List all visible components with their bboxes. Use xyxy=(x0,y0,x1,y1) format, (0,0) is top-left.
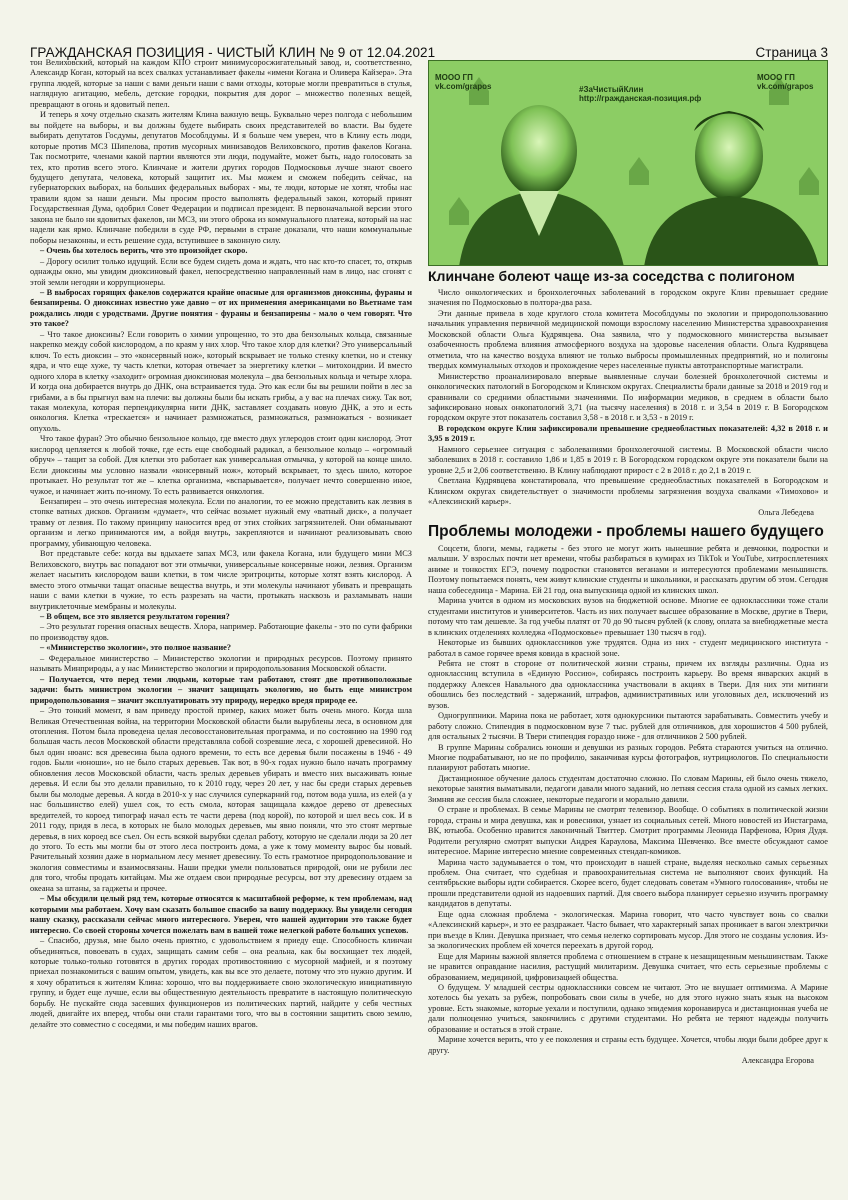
interview-column xyxy=(30,58,412,1178)
page-header xyxy=(30,38,828,60)
interview-paragraph: – Федеральное министерство – Министерство экологии и природных ресурсов. Поэтому принято называть Минприроды, а у нас Министерство экологии и природопользования Московской области. xyxy=(30,653,412,674)
interview-paragraph: – В выбросах горящих факелов содержатся крайне опасные для организмов диоксины, фураны и бензапирены. О диоксинах известно уже давно – от их применения американцами во Вьетнаме там рождались люди с уродствами. Другие понятия - фураны и бензапирены - мало о чем говорят. Что это такое? xyxy=(30,287,412,329)
interview-paragraph: – Это результат горения опасных веществ. Хлора, например. Работающие факелы - это по сути фабрики по производству ядов. xyxy=(30,622,412,642)
article2-paragraph: О будущем. У младшей сестры одноклассники совсем не читают. Это не внушает оптимизма. А Марине хотелось бы уехать за рубеж, попробовать свои силы в учебе, но для этого нужно знать язык на высоком уровне. Есть знакомые, которые уехали и поступили, однако эпидемия коронавируса и дистанционная учеба не дали полноценно учиться, закончились с другими студентами. Но ребята не теряют надежды получить образование и остаться в этой стране. xyxy=(428,983,828,1034)
interview-paragraph: – Что такое диоксины? Если говорить о химии упрощенно, то это два бензольных кольца, связанные накрепко между собой кислородом, а по краям у них хлор. Что такое хлор для клетки? Это универсальный ключ. То есть диоксин – это «консервный нож», который вскрывает не только стенку клетки, но и стенку ядра, и что еще хуже, ту часть клетки, которая отвечает за энергетику клетки – митохондрии. И вместо одного хлора в клетку «заходит» огромная диоксиновая молекула – два бензольных кольца и четыре хлора. И когда она добирается внутрь до ДНК, она встраивается туда. Это как если бы вы решили пойти в лес за грибами, а в бы прыгнул вам на плечи: вы должны были бы искать грибы, а у вас на плечах сижу. Так вот, такая молекула, которая перпендикулярна нити ДНК, заставляет создавать новую ДНК, а это и есть онкология. Клетка «трескается» и начинает размножаться, размножаться, размножаться - возникает опухоль. xyxy=(30,329,412,433)
article1-paragraph: Министерство проанализировало впервые выявленные случаи болезней бронхолегочной системы и онкологических патологий в Богородском и Клинском округах. Специалисты брали данные за 2018 и 2019 год и сравнивали со средними областными значениями. По информации медиков, в среднем в области было зафиксировано новых онкопатологий 3,71 (на тысячу населения) в 2018 г. и 3,54 в 2019 г. В Богородском городском округе этот показатель составил 3,58 - в 2018 г. и 3,53 - в 2019 г. xyxy=(428,371,828,423)
article1-body xyxy=(428,288,828,508)
interview-paragraph: – Спасибо, друзья, мне было очень приятно, с удовольствием я приеду еще. Способность клинчан объединяться, повоевать в судах, защищать самим себя – она реальна, как бы восхищает тех людей, которые только-только готовятся в других городах противостоянию с мусорной мафией, и я поэтому приехал познакомиться с вашим опытом, увидеть, как вы все это делаете, потому что это нужно другим. И я хочу обратиться к жителям Клина: хорошо, что вы поддерживаете свою экологическую инициативную группу, и будет еще лучше, если вы общественную деятельность превратите в настоящую политическую борьбу. Не пускайте сюда засевших функционеров из политических партий, найдите у себя честных людей, двигайте их вперед, чтобы они стали гарантами того, что вы в состоянии защитить свою землю, делайте это совместно с соседями, и мы победим наших врагов. xyxy=(30,936,412,1029)
interview-paragraph: – Получается, что перед теми людьми, которые там работают, стоят две противоположные задачи: быть министром экологии – значит защищать экологию, но быть еще министром природопользования – значит эксплуатировать эту природу, нередко вредя природе ее. xyxy=(30,674,412,705)
article-photo xyxy=(428,60,828,266)
article2-paragraph: Еще для Марины важной является проблема с отношением в стране к незащищенным меньшинствам. Также не нравится оправдание насилия, растущий милитаризм. Девушка считает, что есть серьезные проблемы с образованием, медициной, цифровизацией общества. xyxy=(428,951,828,982)
article2-paragraph: Еще одна сложная проблема - экологическая. Марина говорит, что часто чувствует вонь со свалки «Алексинский карьер», и это ее раздражает. Часто бывает, что характерный запах проникает в вагон электрички при въезде в Клин. Девушка признает, что семья нелегко сортировать мусор. Для этого не созданы условия. Из-за экологических проблем ей хочется переехать в другой город. xyxy=(428,909,828,951)
article1-paragraph: Намного серьезнее ситуация с заболеваниями бронхолегочной системы. В Московской области число заболевших в 2018 г. составило 1,86 и 1,85 в 2019 г. В Богородском городском округе эти показатели были на уровне 2,5 и 2,06 соответственно. В Клину наблюдают прирост с 2 в 2018 г. до 2,1 в 2019 г. xyxy=(428,444,828,475)
interview-paragraph: – Это тонкий момент, я вам приведу простой пример, каких может быть очень много. Когда шла Великая Отечественная война, на территории Московской области были вырублены леса, в основном для отопления. Потом была проведена целая лесовосстановительная программа, и по состоянию на 1990 год большая часть лесов Московской области представляла собой созревшие леса, с хорошей древесиной. Но был один нюанс: вся древесина была одного времени, то есть все деревья были посажены в 1946 - 49 годов. Были «юноши», но не было старых деревьев. Так вот, в 90-х годах нужно было начать программу обновления лесов Московской области, часть зрелых деревьев убирать и вместо них высаживать юные деревья. И если бы это делали правильно, то к 2010 году, через 20 лет, у нас бы среди старых деревьев были бы молодые деревья. А когда в 2010-х у нас случился суперкарний год, потом вода ушла, из елей (а у нас большинство елей) ушел сок, то есть смола, которая защищала каждое дерево от древесных вредителей, то короед типограф начал есть те части дерева (под корой), по которой и шел весь сок. И в 2011 году, придя в леса, в которых не было молодых деревьев, мы явно поняли, что это стоят мертвые деревья, в них короед все съел. Он есть всякой вырубки сделал работу, которую не сделали люди за 20 лет до этого. То есть мы могли бы от этого леса построить дома, а уже к тому моменту вырос бы новый. Рачительный хозяин даже в нормальном лесу меняет древесину. То есть грамотное природопользование и экология совместимы и взаимосвязаны. Наши предки умели пользоваться природой, они не рубили лес для того, чтобы продать китайцам. Мы же отдаем свои природные ресурсы, вот эту древесину отдаем за океана за штаны, за гаджеты и прочее. xyxy=(30,706,412,893)
article2-paragraph: Марине хочется верить, что у ее поколения и страны есть будущее. Хочется, чтобы люди были добрее друг к другу. xyxy=(428,1035,828,1055)
interview-paragraph: – Очень бы хотелось верить, что это произойдет скоро. xyxy=(40,246,248,256)
article2-paragraph: Марина учится в одном из московских вузов на бюджетной основе. Многие ее одноклассники тоже стали студентами институтов и университетов. Часть из них получает высшее образование в Москве, другие в Твери, потому что там дешевле. За год учебы платят от 70 до 90 тысяч рублей (к слову, оплата за внебюджетные места в клинских отделениях колледжа «Подмосковье» превышает 130 тысяч в год). xyxy=(428,596,828,637)
article2-paragraph: Соцсети, блоги, мемы, гаджеты - без этого не могут жить нынешние ребята и девчонки, подростки и малыши. У взрослых почти нет времени, чтобы разбираться в кумирах из TikTok и YouTube, хитросплетениях аниме и тонкостях ЕГЭ, почему подростки становятся веганами и интересуются проблемами меньшинств. Поэтому попытаемся понять, чем живут клинские студенты и школьники, и рассказать другим об этом. Сегодня наша собеседница - Марина. Ей 21 год, она выпускница одной из клинских школ. xyxy=(428,543,828,595)
article1-title: Клинчане болеют чаще из-за соседства с полигоном xyxy=(428,268,795,284)
article1-paragraph: Светлана Кудрявцева констатировала, что превышение среднеобластных показателей в Богородском и Клинском округах свидетельствует о значимости проблемы загрязнения воздуха свалками «Тимохово» и «Алексинский карьер». xyxy=(428,476,828,507)
interview-paragraph: Что такое фуран? Это обычно бензольное кольцо, где вместо двух углеродов стоит один кислород. Этот кислород цепляется к любой точке, где есть еще свободный радикал, а бензольное кольцо – «огромный обруч» – тащит за собой. Для клетки это работает как универсальная отмычка, у которой на конце шило. Если диоксины мы условно назвали «консервный нож», который вскрывает, то здесь шило, которое протыкает. Но результат тот же – клетка организма, «вспарывается», получает нечто совершенно иное, чужое, и начинает жить по-иному. То есть развивается онкология. xyxy=(30,434,412,496)
article2-paragraph: Одногруппники. Марина пока не работает, хотя однокурсники пытаются зарабатывать. Совместить учебу и работу сложно. Стипендия в подмосковном вузе 7 тыс. рублей для отличников, для хорошистов 4 500 рублей, для остальных 2 тысячи. В Твери стипендия гораздо ниже - для отличников 2 500 рублей. xyxy=(428,711,828,742)
newspaper-title: ГРАЖДАНСКАЯ ПОЗИЦИЯ - ЧИСТЫЙ КЛИН № 9 от 12.04.2021 xyxy=(30,45,436,60)
article1-paragraph: Число онкологических и бронхолегочных заболеваний в городском округе Клин превышает средние значения по Подмосковью в полтора-два раза. xyxy=(428,288,828,308)
interview-paragraph: – Дорогу осилит только идущий. Если все будем сидеть дома и ждать, что нас кто-то спасет, то, открыв однажды окно, мы увидим диоксиновый факел, непосредственно направленный нам в лицо, нас сгонят с этой земли негодяи и коррупционеры. xyxy=(30,256,412,287)
article2-body xyxy=(428,544,828,1056)
article2-title: Проблемы молодежи - проблемы нашего будущего xyxy=(428,522,824,540)
page-number: Страница 3 xyxy=(755,45,828,60)
interview-paragraph: Бензапирен – это очень интересная молекула. Если по аналогии, то ее можно представить как лезвия в стопке ватных дисков. Организм «думает», что сейчас возьмет нужный ему «ватный диск», а получает травму от лезвия. По такому принципу наносится вред от этих стойких загрязнителей. Они обманывают организм и легко принимаются им, а войдя внутрь, закрепляются и начинают реализовывать свою программу, убивающую человека. xyxy=(30,497,412,548)
photo-tag-left: МООО ГП vk.com/grapos xyxy=(435,73,492,91)
article2-signature: Александра Егорова xyxy=(741,1056,814,1066)
article1-signature: Ольга Лебедева xyxy=(758,507,814,517)
interview-paragraph: – В общем, все это является результатом горения? xyxy=(40,612,230,622)
photo-tag-middle: #ЗаЧистыйКлин http://гражданская-позиция.рф xyxy=(579,85,702,103)
article2-paragraph: Дистанционное обучение далось студентам достаточно сложно. По словам Марины, ей было очень тяжело, некоторые занятия выматывали, педагоги давали много заданий, но летняя сессия стала одной из самых легких. Зимняя же сессия была сложнее, некоторые педагоги и морально давили. xyxy=(428,773,828,804)
interview-paragraph: И теперь я хочу отдельно сказать жителям Клина важную вещь. Буквально через полгода с небольшим вы пойдете на выборы, и вы должны будете выбирать своих представителей во власти. Вы будете выбирать депутатов Госдумы, депутатов Мособлдумы. И я больше чем уверен, что в Клину есть люди, которые против МСЗ Шипелова, против мусорных минизаводов Велиховского, против факелов Когана. Так посмотрите, членами какой партии являются эти люди, подумайте, может быть, надо голосовать за тех, кто против всего этого. Клинчане и жители других городов Подмосковья лучше знают своего будущего депутата, человека, который защитит их. Мы можем и сможем победить сейчас, на губернаторских выборах, на больших федеральных выборах - мы, те люди, которые не хотят, чтобы нас травили ядом за наши деньги. Мы просим просто выполнять федеральный закон, который принят Государственная Дума, одобрил Совет Федерации и подписал президент. В первоначальной версии этого закона не было ни ядовитых факелов, ни МСЗ, ни этого оброка из коммунального платежа, который на нас надели как ярмо. Клинчане победили в суде РФ, первыми в стране доказали, что наши коммунальные поборы незаконны, и есть решение суда, вступившее в законную силу. xyxy=(30,110,412,245)
article2-paragraph: О стране и проблемах. В семье Марины не смотрят телевизор. Вообще. О событиях в политической жизни города, страны и мира девушка, как и ровесники, узнает из социальных сетей. Много новостей из Инстаграма, ВК, ютьюба. Особенно нравится лаконичный Твиттер. Смотрит программы Леонида Парфенова, Юрия Дудя. Родители регулярно смотрят выпуски Андрея Караулова, Максима Шевченко. Все вместе обсуждают самое интересное. Марине интересно мнение современных стендап-комиков. xyxy=(428,805,828,857)
article2-paragraph: Марина часто задумывается о том, что происходит в нашей стране, выделяя несколько самых серьезных проблем. Она считает, что судебная и правоохранительная система не выполняют своих функций. На сентябрьские выборы идти собирается. Скорее всего, будет следовать советам «Умного голосования», чтобы не прошли представители одной из надоевших партий. Для своего выбора планирует серьезно изучить программу кандидатов в депутаты. xyxy=(428,857,828,909)
interview-paragraph: Вот представьте себе: когда вы вдыхаете запах МСЗ, или факела Когана, или будущего мини МСЗ Велиховского, внутрь вас попадают вот эти отмычки, универсальные консервные ножи, лезвия. Организм желает насытить кислородом ваши клетки, в том числе эритроциты, которые хотят взять кислород. А вместо этого отмычки тащат опасные вещества внутрь, и эти молекулы начинают убивать и превращать наши с вами клетки в чужие, то есть разрезать на части, протыкать насквозь и разламывать наши внутриклеточные мембраны и молекулы. xyxy=(30,549,412,611)
photo-tag-right: МООО ГП vk.com/grapos xyxy=(757,73,814,91)
article2-paragraph: В группе Марины собрались юноши и девушки из разных городов. Ребята стараются учиться на отлично. Многие подрабатывают, но не по профилю, заканчивая курсы фотографов, нутрициологов. По специальности планируют работать многие. xyxy=(428,742,828,773)
interview-paragraph: – «Министерство экологии», это полное название? xyxy=(40,643,232,653)
interview-paragraph: – Мы обсудили целый ряд тем, которые относятся к масштабной реформе, к тем проблемам, над которыми мы работаем. Хочу вам сказать большое спасибо за вашу поддержку. Вы увидели сегодня нашу сказку, рассказали сейчас много интересного. Уверен, что нашей аудитории это также будет интересно. Со своей стороны хочется пожелать вам в вашей тоже нелегкой работе больших успехов. xyxy=(30,894,412,935)
article2-paragraph: Ребята не стоят в стороне от политической жизни страны, причем их взгляды различны. Одна из одноклассниц вступила в «Единую Россию», собираясь построить карьеру. Во время январских акций в поддержку Алексея Навального два одноклассника участвовали в акциях в Твери. Для них эти митинги обошлись без последствий - задержаний, штрафов, административных или уголовных дел, исключений из вузов. xyxy=(428,658,828,710)
article2-paragraph: Некоторые из бывших одноклассников уже трудятся. Одна из них - студент медицинского института - работал в самое горячее время ковида в красной зоне. xyxy=(428,638,828,658)
interview-paragraph: тон Велиховский, который на каждом КПО строит минимусоросжигательный завод, и, соответственно, Александр Коган, который на всех свалках устанавливает факелы «имени Когана и Оливера Кайзера». Эта группа людей, которые за наши с вами деньги наши с вами отходы, которые могли превратиться в стулья, наглядную агитацию, мебель, детские городки, покрытия для дорог – множество полезных вещей, превращают в огонь и ядовитый пепел. xyxy=(30,58,412,109)
article1-paragraph: Эти данные привела в ходе круглого стола комитета Мособлдумы по экологии и природопользованию начальник управления первичной медицинской помощи взрослому населению Министерства здравоохранения Московской области Ольга Кудрявцева. Она заявила, что у подмосковного министерства вызывает озабоченность проблема влияния атмосферного воздуха на здоровье населения области. Ольга Кудрявцева отметила, что на качество воздуха влияют не только выбросы промышленных предприятий, но и полигоны твердых коммунальных отходов и прохождение через населенные пункты автотранспортные магистрали. xyxy=(428,308,828,371)
article1-paragraph: В городском округе Клин зафиксировали превышение среднеобластных показателей: 4,32 в 2018 г. и 3,95 в 2019 г. xyxy=(428,423,828,444)
right-column xyxy=(428,268,828,1180)
